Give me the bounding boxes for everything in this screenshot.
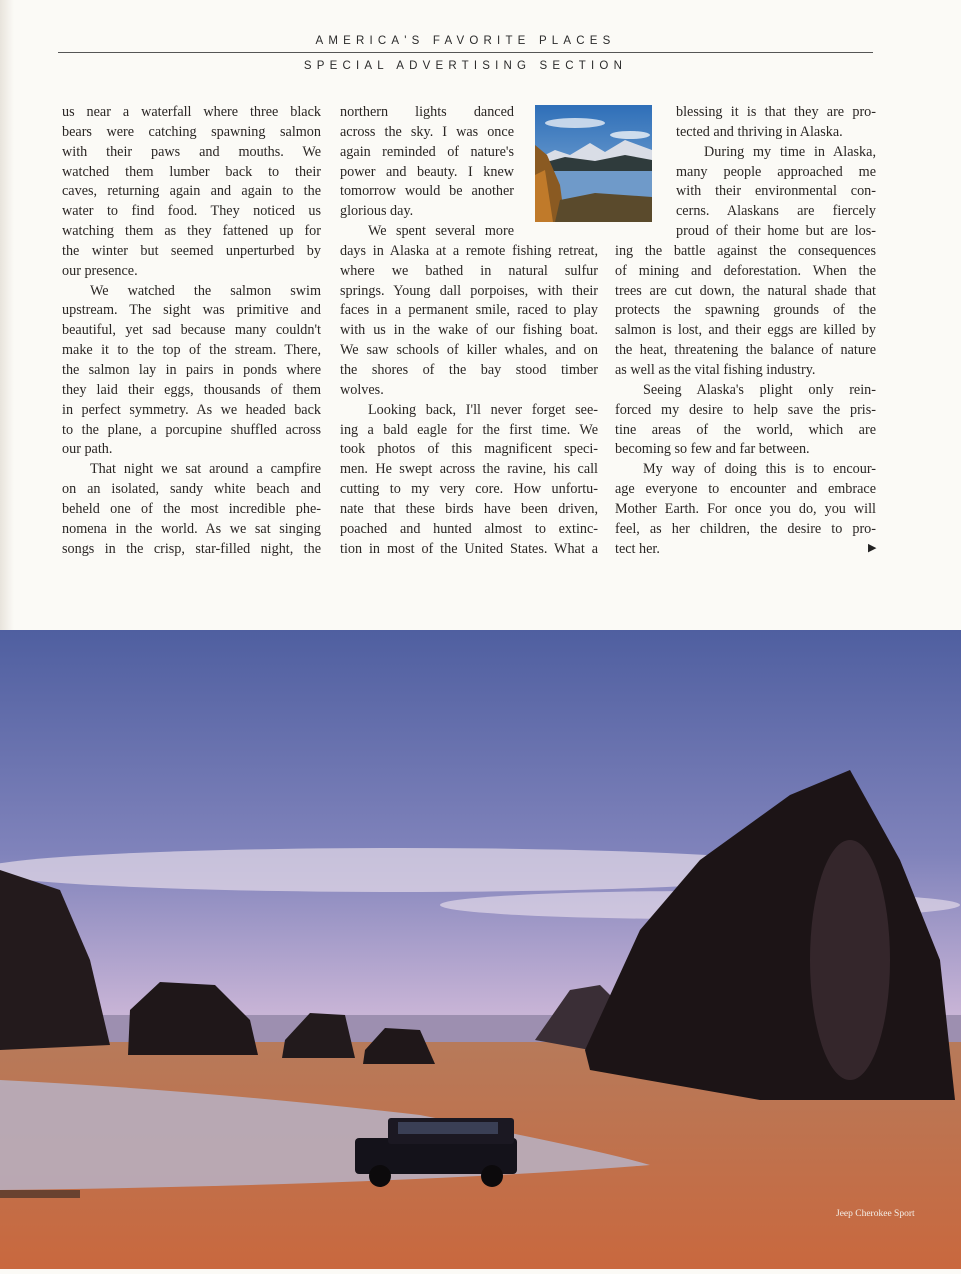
article-line: to the plane, a porcupine shuffled across: [62, 421, 321, 438]
article-line: tect her.: [615, 540, 660, 557]
article-line: across the sky. I was once: [340, 123, 514, 140]
section-subtitle: SPECIAL ADVERTISING SECTION: [303, 60, 628, 72]
article-line: make it to the top of the stream. There,: [62, 342, 321, 359]
article-line: ing the battle against the consequences: [615, 242, 876, 259]
article-line: bears were catching spawning salmon: [62, 123, 321, 140]
article-line: cerns. Alaskans are fiercely: [676, 203, 876, 220]
article-line: tine areas of the world, which are: [615, 421, 876, 438]
article-column-1: [62, 103, 321, 559]
article-line: where we bathed in natural sulfur: [340, 262, 598, 279]
article-line: That night we sat around a campfire: [90, 461, 321, 478]
article-line: the heat, threatening the balance of nature: [615, 342, 876, 359]
article-line: glorious day.: [340, 203, 414, 220]
article-line: our presence.: [62, 262, 138, 279]
article-line: the shores of the bay stood timber: [340, 361, 598, 378]
jeep-beach-photo: [0, 630, 961, 1269]
article-line: Looking back, I'll never forget see-: [368, 401, 598, 418]
article-line: us near a waterfall where three black: [62, 104, 321, 120]
article-line: our path.: [62, 441, 113, 458]
article-line: of mining and deforestation. When the: [615, 262, 876, 279]
article-line: tion in most of the United States. What a: [340, 540, 598, 557]
article-line: nate that these birds have been driven,: [340, 500, 598, 517]
article-line: again reminded of nature's: [340, 143, 514, 160]
article-line: We saw schools of killer whales, and on: [340, 342, 598, 359]
article-line: men. He swept across the ravine, his call: [340, 461, 598, 478]
article-line: Mother Earth. For once you do, you will: [615, 500, 876, 517]
article-line: blessing it is that they are pro-: [676, 104, 876, 120]
article-column-3: [615, 103, 876, 559]
article-line: the winter but seemed unperturbed by: [62, 242, 321, 259]
continue-arrow-icon: ▶: [868, 542, 877, 554]
article-line: ing a bald eagle for the first time. We: [340, 421, 598, 438]
article-line: Seeing Alaska's plight only rein-: [643, 381, 876, 398]
article-line: power and beauty. I knew: [340, 163, 514, 180]
article-line: forced my desire to help save the pris-: [615, 401, 876, 418]
article-line: We watched the salmon swim: [90, 282, 321, 299]
article-line: watching them as they fattened up for: [62, 223, 321, 240]
article-line: with their paws and mouths. We: [62, 143, 321, 160]
article-line: many people approached me: [676, 163, 876, 180]
article-line: upstream. The sight was primitive and: [62, 302, 321, 319]
article-line: in perfect symmetry. As we headed back: [62, 401, 321, 418]
article-line: beautiful, yet sad because many couldn't: [62, 322, 321, 339]
article-line: feel, as her children, the desire to pro-: [615, 520, 876, 537]
article-line: We spent several more: [368, 223, 514, 240]
article-line: salmon is lost, and their eggs are killed by: [615, 322, 876, 339]
article-line: with their environmental con-: [676, 183, 876, 200]
article-line: proud of their home but are los-: [676, 223, 876, 240]
article-line: During my time in Alaska,: [704, 143, 876, 160]
article-line: songs in the crisp, star-filled night, the: [62, 540, 321, 557]
article-line: becoming so few and far between.: [615, 441, 810, 458]
article-line: the salmon lay in pairs in ponds where: [62, 361, 321, 378]
section-title: AMERICA'S FAVORITE PLACES: [315, 35, 616, 47]
header-rule: [58, 52, 873, 53]
article-line: caves, returning again and again to the: [62, 183, 321, 200]
article-line: age everyone to encounter and embrace: [615, 481, 876, 498]
article-line: they laid their eggs, thousands of them: [62, 381, 321, 398]
article-line: watched them lumber back to their: [62, 163, 321, 180]
article-line: as well as the vital fishing industry.: [615, 361, 816, 378]
article-line: water to find food. They noticed us: [62, 203, 321, 220]
article-line: poached and hunted almost to extinc-: [340, 520, 598, 537]
article-line: tected and thriving in Alaska.: [676, 123, 843, 140]
photo-caption: Jeep Cherokee Sport: [836, 1209, 915, 1219]
alaska-lake-photo: [535, 105, 652, 222]
article-line: trees are cut down, the natural shade that: [615, 282, 876, 299]
article-line: days in Alaska at a remote fishing retreat,: [340, 242, 598, 259]
article-line: faces in a permanent smile, raced to play: [340, 302, 598, 319]
article-line: with us in the wake of our fishing boat.: [340, 322, 598, 339]
article-line: tomorrow would be another: [340, 183, 514, 200]
article-line: beheld one of the most incredible phe-: [62, 500, 321, 517]
article-line: nomena in the world. As we sat singing: [62, 520, 321, 537]
article-line: cutting to my very core. How unfortu-: [340, 481, 598, 498]
article-line: on an isolated, sandy white beach and: [62, 481, 321, 498]
article-line: My way of doing this is to encour-: [643, 461, 876, 478]
article-line: northern lights danced: [340, 104, 514, 120]
article-line: wolves.: [340, 381, 384, 398]
article-line: springs. Young dall porpoises, with their: [340, 282, 598, 299]
article-line: took photos of this magnificent speci-: [340, 441, 598, 458]
article-line: protects the spawning grounds of the: [615, 302, 876, 319]
